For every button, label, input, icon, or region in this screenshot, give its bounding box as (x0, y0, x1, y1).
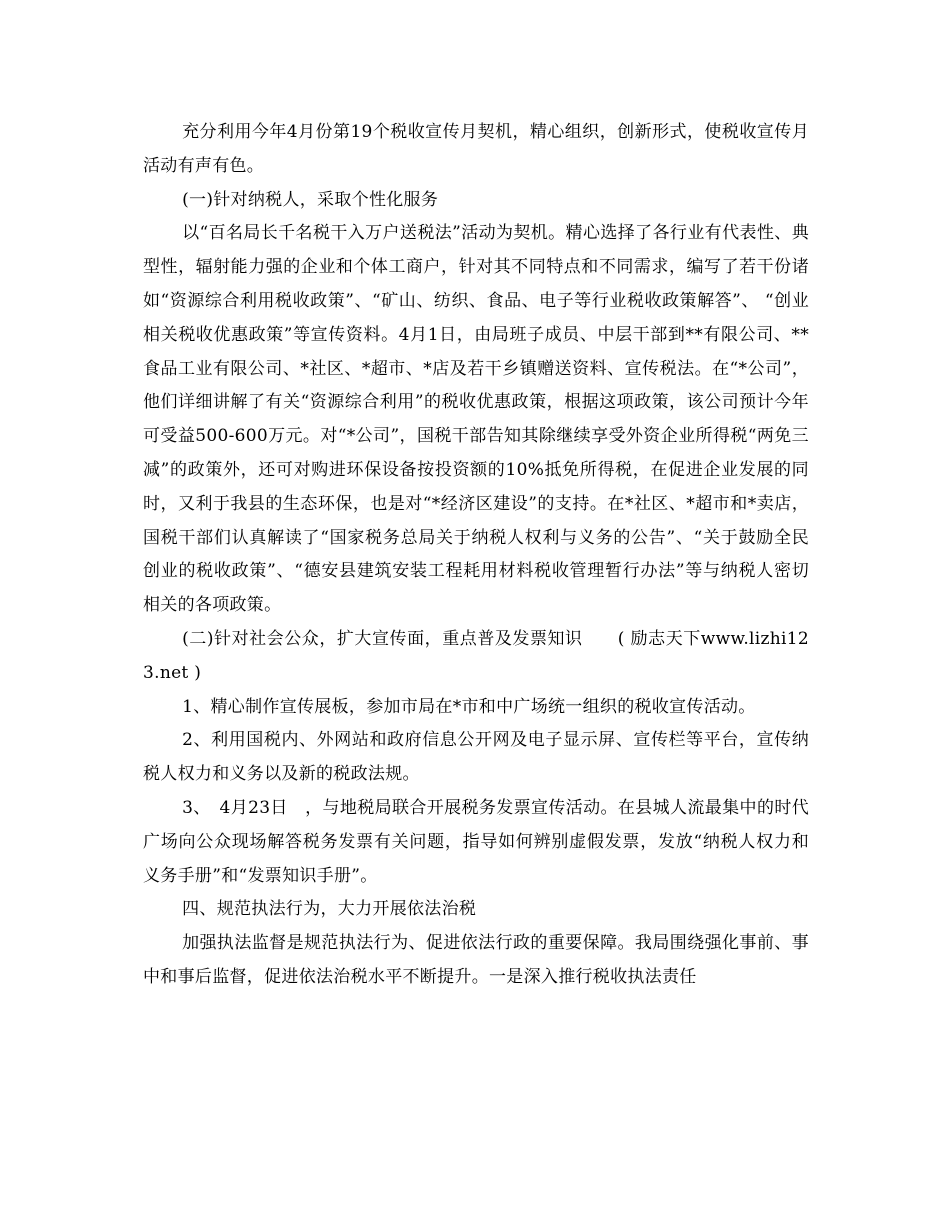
paragraph-intro: 充分利用今年4月份第19个税收宣传月契机，精心组织，创新形式，使税收宣传月活动有声有色。 (143, 122, 809, 176)
list-item-2: 2、利用国税内、外网站和政府信息公开网及电子显示屏、宣传栏等平台，宣传纳税人权力和义务以及新的税政法规。 (143, 730, 809, 785)
section-heading-taxpayers: (一)针对纳税人，采取个性化服务 (182, 189, 439, 210)
section-heading-public: (二)针对社会公众，扩大宣传面，重点普及发票知识 ( 励志天下www.lizhi123.net ) (143, 628, 809, 683)
list-item-1: 1、精心制作宣传展板，参加市局在*市和中广场统一组织的税收宣传活动。 (182, 696, 756, 717)
paragraph-supervision: 加强执法监督是规范执法行为、促进依法行政的重要保障。我局围绕强化事前、事中和事后监督，促进依法治税水平不断提升。一是深入推行税收执法责任 (143, 933, 809, 987)
document-body (143, 116, 809, 995)
list-item-3: 3、 4月23日 ，与地税局联合开展税务发票宣传活动。在县城人流最集中的时代广场向公众现场解答税务发票有关问题，指导如何辨别虚假发票，发放“纳税人权力和义务手册”和“发票知识手册”。 (143, 797, 809, 886)
paragraph-taxpayer-services: 以“百名局长千名税干入万户送税法”活动为契机。精心选择了各行业有代表性、典型性，辐射能力强的企业和个体工商户，针对其不同特点和不同需求，编写了若干份诸如“资源综合利用税收政策”、“矿山、纺织、食品、电子等行业税收政策解答”、 “创业相关税收优惠政策”等宣传资料。4月1日，由局班子成员、中层干部到**有限公司、**食品工业有限公司、*社区、*超市、*店及若干乡镇赠送资料、宣传税法。在“*公司”，他们详细讲解了有关“资源综合利用”的税收优惠政策，根据这项政策，该公司预计今年可受益500-600万元。对“*公司”，国税干部告知其除继续享受外资企业所得税“两免三减”的政策外，还可对购进环保设备按投资额的10%抵免所得税，在促进企业发展的同时，又利于我县的生态环保，也是对“*经济区建设”的支持。在*社区、*超市和*卖店，国税干部们认真解读了“国家税务总局关于纳税人权利与义务的公告”、“关于鼓励全民创业的税收政策”、“德安县建筑安装工程耗用材料税收管理暂行办法”等与纳税人密切相关的各项政策。 (143, 223, 809, 616)
section-heading-law-enforcement: 四、规范执法行为，大力开展依法治税 (182, 899, 477, 920)
